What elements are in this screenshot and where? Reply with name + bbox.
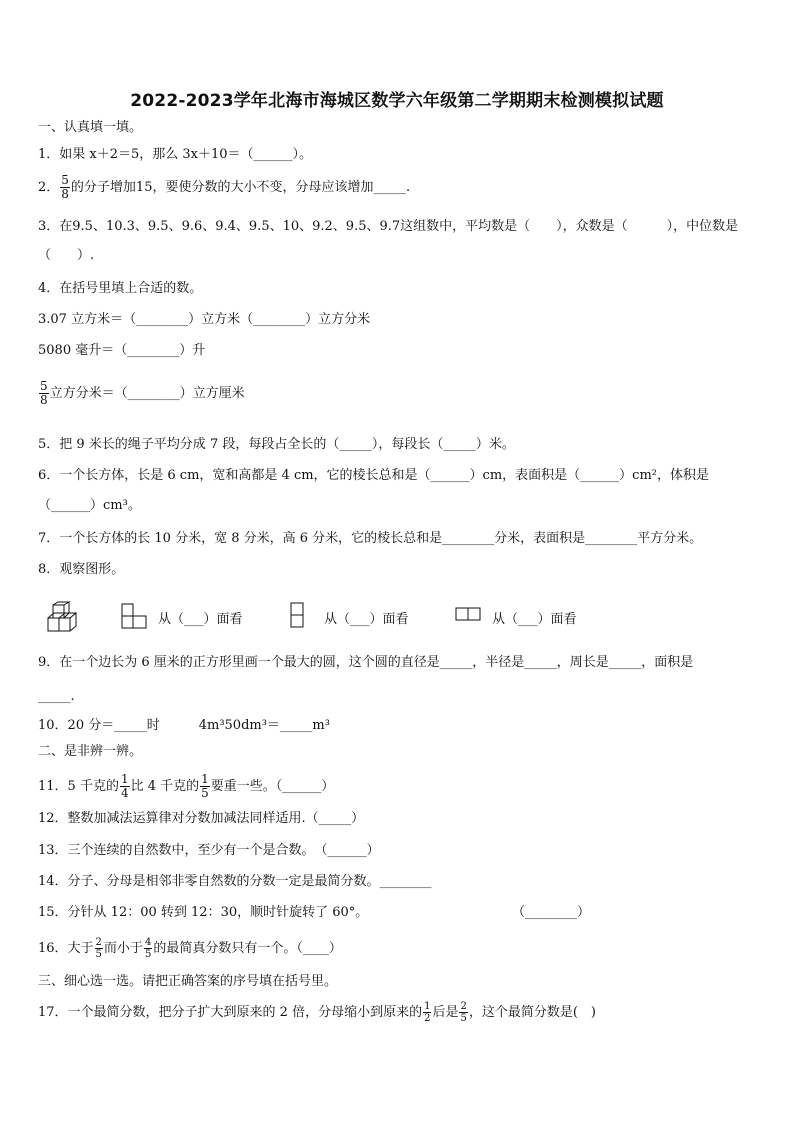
view-figure-3 [455,607,483,621]
question-8: 8．观察图形。 [38,562,125,577]
fraction-5-8: $\frac{5}{8}$ [40,379,48,407]
question-3-line-1: 3．在9.5、10.3、9.5、9.6、9.4、9.5、10、9.2、9.5、9.7这组数中，平均数是（ ），众数是（ ），中位数是 [38,219,739,234]
fraction-4-5: $\frac{4}{5}$ [144,937,152,960]
q11-prefix: 11．5 千克的 [38,779,119,794]
q16-text: 的最简真分数只有一个。（____） [153,941,342,956]
q11-mid: 比 4 千克的 [130,779,200,794]
fraction-1-5: $\frac{1}{5}$ [201,772,209,800]
question-7: 7．一个长方体的长 10 分米，宽 8 分米，高 6 分米，它的棱长总和是________分米，表面积是________平方分米。 [38,531,703,546]
question-1: 1．如果 x＋2＝5，那么 3x＋10＝（______）。 [38,147,313,162]
question-17 [38,1001,596,1024]
question-4b: 5080 毫升＝（________）升 [38,343,206,358]
question-2 [38,174,410,201]
fraction-5-8: $\frac{5}{8}$ [61,173,69,201]
view-label-1: 从（___）面看 [158,612,243,627]
question-4: 4．在括号里填上合适的数。 [38,281,203,296]
fraction-2-5: $\frac{2}{5}$ [460,1001,467,1024]
question-6-line-1: 6．一个长方体，长是 6 cm，宽和高都是 4 cm，它的棱长总和是（______）cm，表面积是（______）cm²，体积是 [38,468,709,483]
q2-prefix: 2． [38,180,60,195]
question-4c [38,380,245,407]
question-11 [38,773,334,800]
view-label-2: 从（___）面看 [324,612,409,627]
question-9-line-2: _____. [38,689,75,704]
section-3-heading: 三、细心选一选。请把正确答案的序号填在括号里。 [38,974,338,989]
fraction-1-2: $\frac{1}{2}$ [424,1001,431,1024]
question-6-line-2: （______）cm³。 [38,498,141,513]
q16-mid: 而小于 [103,941,143,956]
q17-text: ，这个最简分数是( ) [468,1005,596,1020]
view-figure-2 [290,602,304,628]
view-figure-1 [121,603,149,629]
question-10: 10．20 分＝_____时 4m³50dm³＝_____m³ [38,718,330,733]
cube-stack-figure [46,601,80,633]
question-16 [38,937,342,960]
question-12: 12．整数加减法运算律对分数加减法同样适用.（_____） [38,811,365,826]
question-14: 14．分子、分母是相邻非零自然数的分数一定是最简分数。________ [38,874,432,889]
question-9-line-1: 9．在一个边长为 6 厘米的正方形里画一个最大的圆，这个圆的直径是_____，半径是_____，周长是_____，面积是 [38,655,694,670]
question-15-answer-blank: （________） [512,905,591,920]
question-3-line-2: （ ）. [38,248,95,263]
question-13: 13．三个连续的自然数中，至少有一个是合数。 （______） [38,843,380,858]
q17-prefix: 17．一个最简分数，把分子扩大到原来的 2 倍，分母缩小到原来的 [38,1005,423,1020]
q11-text: 要重一些。（______） [210,779,335,794]
question-5: 5．把 9 米长的绳子平均分成 7 段，每段占全长的（_____），每段长（_____）米。 [38,437,515,452]
page-title: 2022-2023学年北海市海城区数学六年级第二学期期末检测模拟试题 [130,91,664,111]
fraction-2-5: $\frac{2}{5}$ [95,937,102,960]
q17-mid: 后是 [432,1005,459,1020]
view-label-3: 从（___）面看 [492,612,577,627]
section-2-heading: 二、是非辨一辨。 [38,744,143,759]
q16-prefix: 16．大于 [38,941,94,956]
question-15: 15．分针从 12：00 转到 12：30，顺时针旋转了 60°。 [38,905,369,920]
fraction-1-4: $\frac{1}{4}$ [120,772,129,800]
section-1-heading: 一、认真填一填。 [38,120,143,135]
q4c-text: 立方分米＝（________）立方厘米 [49,386,245,401]
q2-text: 的分子增加15，要使分数的大小不变，分母应该增加_____. [70,180,411,195]
question-4a: 3.07 立方米＝（________）立方米（________）立方分米 [38,312,371,327]
